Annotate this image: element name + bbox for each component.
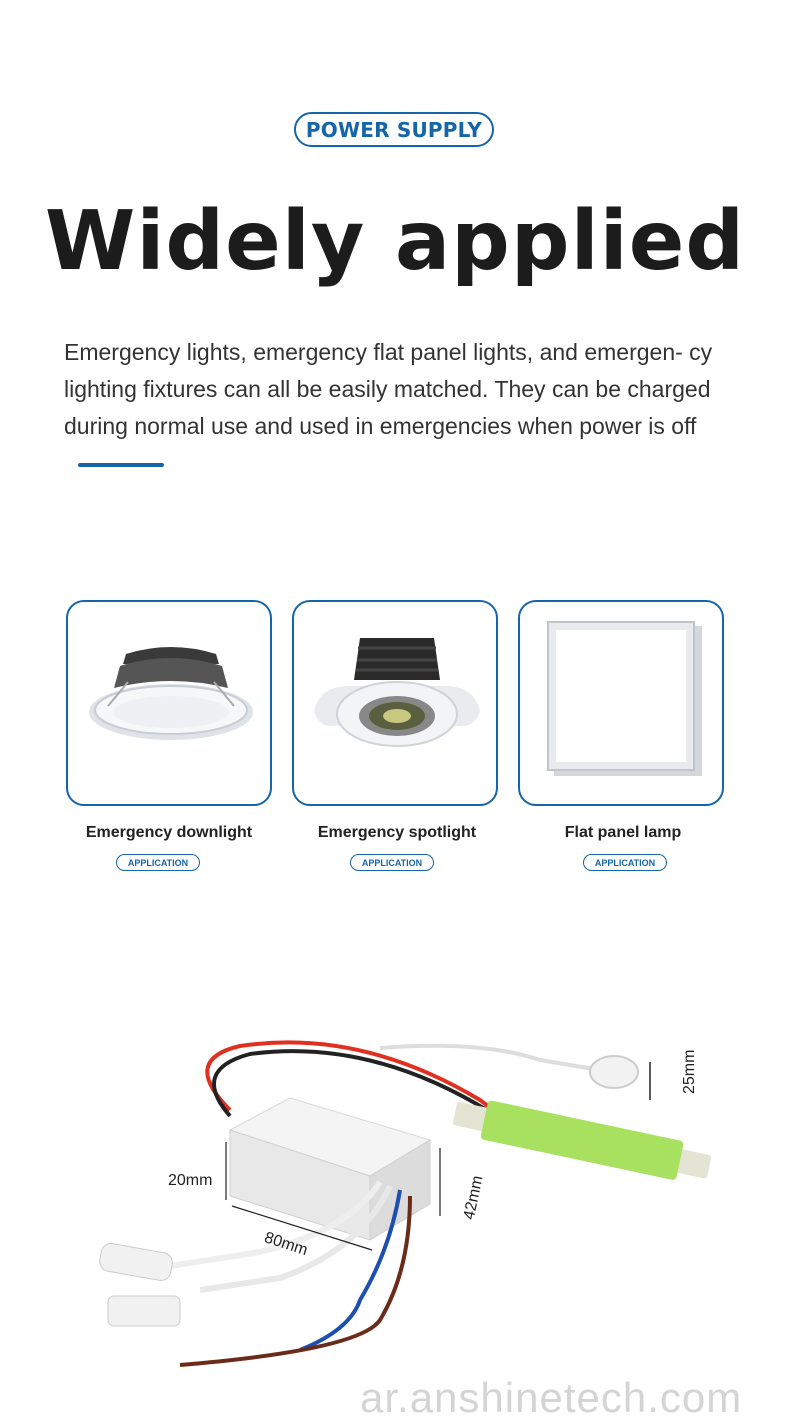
spotlight-card[interactable] [292, 600, 498, 806]
description-body: Emergency lights, emergency flat panel lights, and emergen- cy lighting fixtures can all be easily matched. They can be charged during normal use and used in emergencies when power is off [64, 339, 713, 439]
accent-bar [78, 463, 164, 467]
emergency-driver-image [60, 1020, 740, 1380]
dim-width: 42mm [460, 1174, 487, 1222]
downlight-card[interactable] [66, 600, 272, 806]
app-tag-downlight: APPLICATION [116, 854, 200, 871]
dim-height: 20mm [168, 1172, 213, 1189]
dim-indicator: 25mm [681, 1049, 698, 1094]
watermark: ar.anshinetech.com [360, 1374, 743, 1421]
dim-length: 80mm [262, 1229, 310, 1260]
app-tag-spotlight: APPLICATION [350, 854, 434, 871]
app-label-spotlight: Emergency spotlight [317, 824, 477, 841]
section-pill: POWER SUPPLY [294, 112, 494, 147]
downlight-image [68, 602, 272, 806]
flat-panel-card[interactable] [518, 600, 724, 806]
app-label-downlight: Emergency downlight [85, 824, 253, 841]
app-tag-flat-panel: APPLICATION [583, 854, 667, 871]
spotlight-image [294, 602, 498, 806]
description-text [64, 334, 744, 482]
page-title: Widely applied [44, 194, 746, 289]
app-label-flat-panel: Flat panel lamp [564, 824, 682, 841]
flat-panel-image [520, 602, 724, 806]
